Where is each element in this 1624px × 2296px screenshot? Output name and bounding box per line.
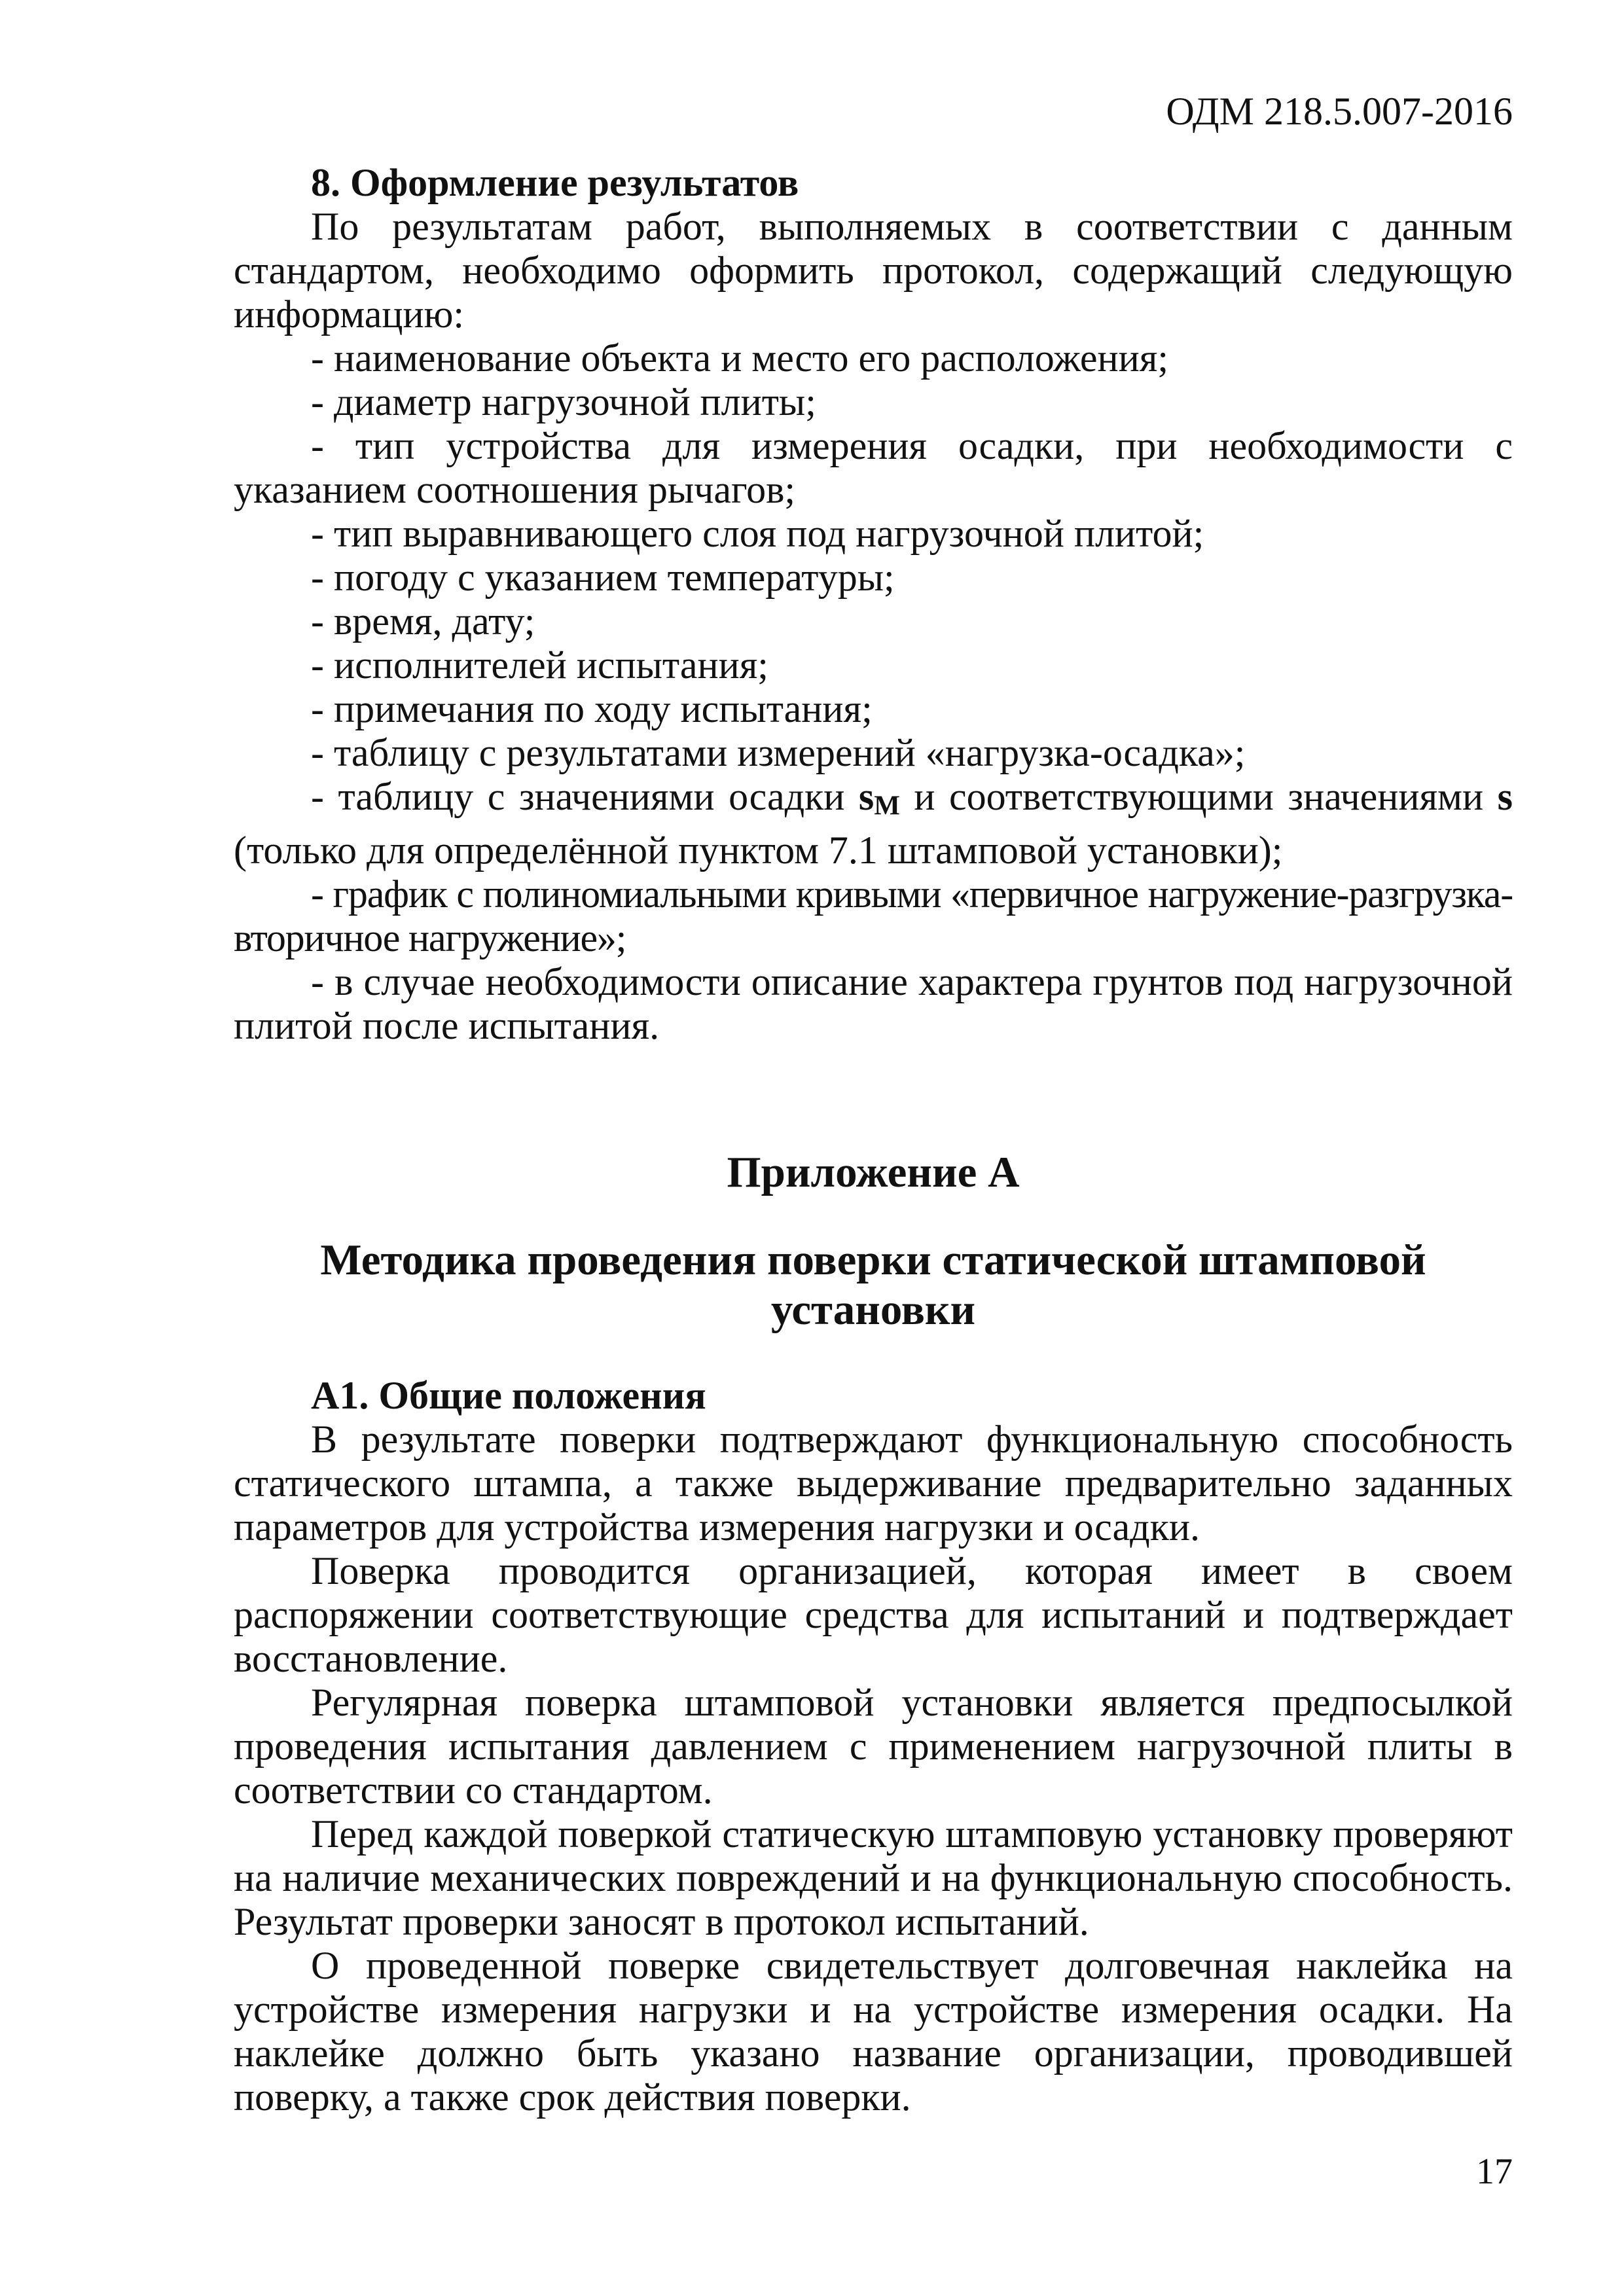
symbol-s: s [858, 775, 875, 818]
page-content [234, 161, 1513, 2119]
list-item: - погоду с указанием температуры; [311, 556, 895, 599]
list-item: - таблицу с результатами измерений «нагрузка-осадка»; [311, 731, 1246, 774]
list-item: - исполнителей испытания; [311, 643, 768, 687]
list-item-text: - таблицу с значениями осадки [311, 775, 859, 818]
subsection-heading: А1. Общие положения [311, 1373, 706, 1417]
paragraph: Регулярная поверка штамповой установки является предпосылкой проведения испытания давлением с применением нагрузочной плиты в соответствии со стандартом. [234, 1680, 1513, 1812]
paragraph: Перед каждой поверкой статическую штамповую установку проверяют на наличие механических повреждений и на функциональную способность. Результат проверки заносят в протокол испытаний. [234, 1812, 1513, 1943]
list-item: - диаметр нагрузочной плиты; [311, 380, 816, 423]
paragraph: В результате поверки подтверждают функциональную способность статического штампа, а также выдерживание предварительно заданных параметров для устройства измерения нагрузки и осадки. [234, 1417, 1513, 1549]
appendix-label: Приложение А [727, 1147, 1020, 1196]
symbol-s: s [1497, 775, 1513, 818]
paragraph: Поверка проводится организацией, которая имеет в своем распоряжении соответствующие средства для испытаний и подтверждает восстановление. [234, 1549, 1513, 1680]
section-heading: 8. Оформление результатов [311, 161, 799, 204]
list-item-text: (только для определённой пунктом 7.1 штамповой установки); [234, 828, 1283, 872]
list-item-settlement-table [234, 775, 1513, 872]
list-item: - наименование объекта и место его расположения; [311, 336, 1169, 380]
list-item: - график с полиномиальными кривыми «первичное нагружение-разгрузка-вторичное нагружение»; [234, 872, 1513, 960]
symbol-subscript-m: M [874, 791, 900, 821]
list-item: - тип выравнивающего слоя под нагрузочной плитой; [311, 512, 1204, 555]
document-code: ОДМ 218.5.007-2016 [1166, 90, 1513, 133]
page-number: 17 [1476, 2151, 1513, 2192]
list-item: - примечания по ходу испытания; [311, 687, 873, 730]
list-item: - время, дату; [311, 600, 535, 643]
list-item-text: и соответствующими значениями [899, 775, 1498, 818]
section-intro: По результатам работ, выполняемых в соответствии с данным стандартом, необходимо оформить протокол, содержащий следующую информацию: [234, 205, 1513, 336]
list-item: - в случае необходимости описание характера грунтов под нагрузочной плитой после испытания. [234, 960, 1513, 1047]
paragraph: О проведенной поверке свидетельствует долговечная наклейка на устройстве измерения нагрузки и на устройстве измерения осадки. На наклейке должно быть указано название организации, проводившей поверку, а также срок действия поверки. [234, 1943, 1513, 2119]
list-item: - тип устройства для измерения осадки, при необходимости с указанием соотношения рычагов; [234, 424, 1513, 511]
appendix-title: Методика проведения поверки статической штамповой установки [320, 1235, 1426, 1334]
